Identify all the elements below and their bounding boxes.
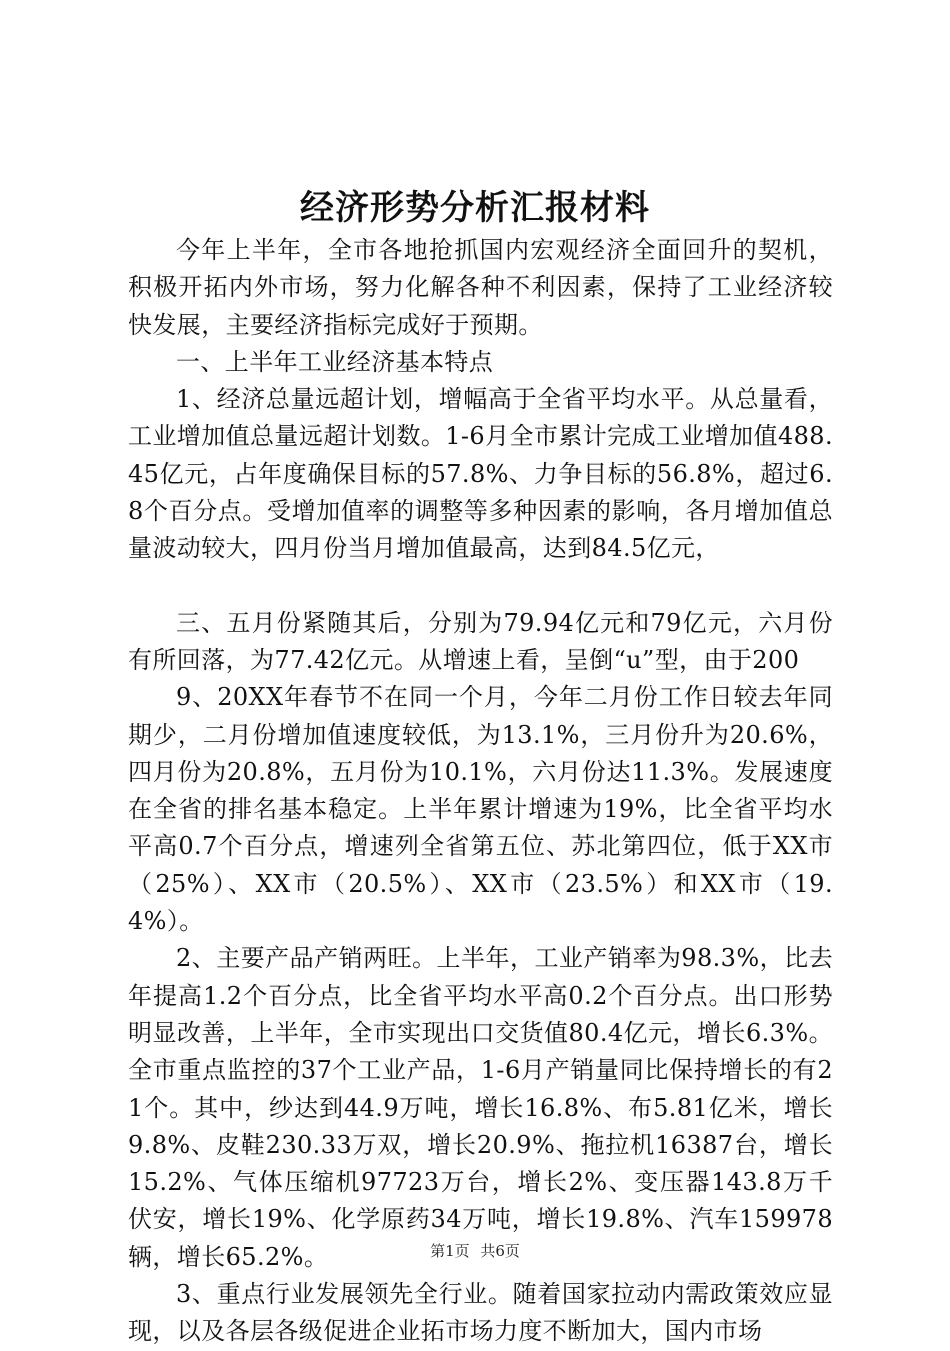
paragraph-intro: 今年上半年，全市各地抢抓国内宏观经济全面回升的契机，积极开拓内外市场，努力化解各种不利因素，保持了工业经济较快发展，主要经济指标完成好于预期。 bbox=[128, 236, 833, 339]
section-heading: 一、上半年工业经济基本特点 bbox=[176, 347, 494, 376]
page-footer bbox=[0, 1240, 950, 1261]
document-title: 经济形势分析汇报材料 bbox=[300, 188, 650, 228]
page-number: 第1页 bbox=[430, 1242, 470, 1260]
total-pages: 共6页 bbox=[480, 1242, 520, 1260]
paragraph-item-2: 2、主要产品产销两旺。上半年，工业产销率为98.3%，比去年提高1.2个百分点，比全省平均水平高0.2个百分点。出口形势明显改善，上半年，全市实现出口交货值80.4亿元，增长6.3%。全市重点监控的37个工业产品，1-6月产销量同比保持增长的有21个。其中，纱达到44.9万吨，增长16.8%、布5.81亿米，增长9.8%、皮鞋230.33万双，增长20.9%、拖拉机16387台，增长15.2%、气体压缩机97723万台，增长2%、变压器143.8万千伏安，增长19%、化学原药34万吨，增长19.8%、汽车159978辆，增长65.2%。 bbox=[128, 944, 833, 1271]
blank-line bbox=[128, 568, 833, 605]
paragraph-continuation: 三、五月份紧随其后，分别为79.94亿元和79亿元，六月份有所回落，为77.42亿元。从增速上看，呈倒“u”型，由于200 bbox=[128, 608, 833, 674]
paragraph-item-1: 1、经济总量远超计划，增幅高于全省平均水平。从总量看，工业增加值总量远超计划数。1-6月全市累计完成工业增加值488.45亿元，占年度确保目标的57.8%、力争目标的56.8%，超过6.8个百分点。受增加值率的调整等多种因素的影响，各月增加值总量波动较大，四月份当月增加值最高，达到84.5亿元， bbox=[128, 385, 833, 563]
paragraph-item-3: 3、重点行业发展领先全行业。随着国家拉动内需政策效应显现，以及各层各级促进企业拓市场力度不断加大，国内市场 bbox=[128, 1280, 833, 1346]
document-body bbox=[128, 232, 833, 1351]
paragraph-growth: 9、20XX年春节不在同一个月，今年二月份工作日较去年同期少，二月份增加值速度较低，为13.1%，三月份升为20.6%，四月份为20.8%，五月份为10.1%，六月份达11.3%。发展速度在全省的排名基本稳定。上半年累计增速为19%，比全省平均水平高0.7个百分点，增速列全省第五位、苏北第四位，低于XX市（25%）、XX市（20.5%）、XX市（23.5%）和XX市（19.4%）。 bbox=[128, 683, 833, 936]
